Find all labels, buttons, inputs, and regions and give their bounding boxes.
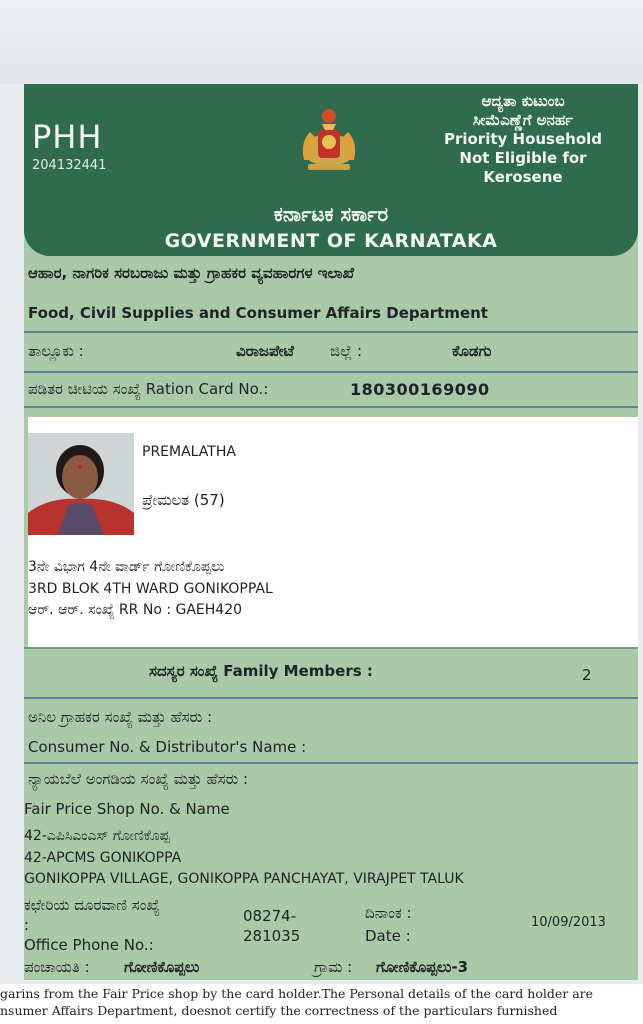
village-label: ಗ್ರಾಮ : [314, 958, 353, 976]
card-serial: 204132441 [32, 158, 107, 173]
family-members-count: 2 [582, 666, 592, 684]
village-value: ಗೋಣಿಕೊಪ್ಪಲು-3 [376, 958, 469, 976]
department-kn: ಆಹಾರ, ನಾಗರಿಕ ಸರಬರಾಜು ಮತ್ತು ಗ್ರಾಹಕರ ವ್ಯವಹಾರಗಳ ಇಲಾಖೆ [28, 264, 355, 282]
shop-label-kn: ನ್ಯಾಯಬೆಲೆ ಅಂಗಡಿಯ ಸಂಖ್ಯೆ ಮತ್ತು ಹೆಸರು : [28, 770, 249, 788]
priority-household-block [428, 92, 618, 187]
priority-line-en-3: Kerosene [483, 168, 563, 186]
card-header [24, 84, 638, 256]
district-label: ಜಿಲ್ಲೆ : [330, 342, 363, 360]
disclaimer-line-1: garins from the Fair Price shop by the card holder.The Personal details of the card holder are [0, 986, 594, 1001]
office-phone-label-en: Office Phone No.: [24, 936, 154, 954]
priority-line-en-2: Not Eligible for [459, 149, 587, 167]
government-title-kn: ಕರ್ನಾಟಕ ಸರ್ಕಾರ [273, 202, 389, 226]
divider [24, 331, 638, 333]
ration-card-label: ಪಡಿತರ ಚೀಟಿಯ ಸಂಖ್ಯೆ Ration Card No.: [28, 380, 269, 398]
holder-photo [28, 433, 134, 535]
divider [24, 371, 638, 373]
panchayat-value: ಗೋಣಿಕೊಪ್ಪಲು [124, 958, 200, 976]
paper-top [0, 0, 643, 84]
holder-address-en: 3RD BLOK 4TH WARD GONIKOPPAL [28, 581, 273, 597]
taluk-label: ತಾಲ್ಲೂಕು : [28, 342, 84, 360]
shop-address: GONIKOPPA VILLAGE, GONIKOPPA PANCHAYAT, VIRAJPET TALUK [24, 871, 464, 887]
shop-name-kn: 42-ಎಪಿಸಿಎಂಎಸ್ ಗೋಣಿಕೊಪ್ಪ [24, 828, 170, 844]
disclaimer-line-2: nsumer Affairs Department, doesnot certify the correctness of the particulars furnished [0, 1003, 558, 1018]
karnataka-emblem-icon [296, 102, 362, 176]
consumer-label-kn: ಅನಿಲ ಗ್ರಾಹಕರ ಸಂಖ್ಯೆ ಮತ್ತು ಹೆಸರು : [28, 708, 213, 726]
footer-disclaimer [0, 984, 643, 1024]
shop-label-en: Fair Price Shop No. & Name [24, 800, 230, 818]
government-title-en: GOVERNMENT OF KARNATAKA [164, 230, 498, 252]
date-label-en: Date : [365, 927, 411, 945]
category-code: PHH [32, 118, 103, 156]
divider [24, 697, 638, 699]
panchayat-label: ಪಂಚಾಯತಿ : [24, 958, 90, 976]
office-phone-label-kn: ಕಛೇರಿಯ ದೂರವಾಣಿ ಸಂಖ್ಯೆ [24, 896, 160, 914]
consumer-label-en: Consumer No. & Distributor's Name : [28, 738, 307, 756]
priority-line-en-1: Priority Household [443, 130, 603, 148]
date-label-kn: ದಿನಾಂಕ : [365, 904, 412, 922]
shop-name-en: 42-APCMS GONIKOPPA [24, 850, 182, 866]
priority-line-kn-1: ಆದ್ಯತಾ ಕುಟುಂಬ [481, 92, 565, 110]
office-phone-line-2: 281035 [243, 927, 301, 945]
person-photo-icon [28, 433, 134, 535]
taluk-value: ವಿರಾಜಪೇಟೆ [236, 342, 294, 360]
office-phone-colon: : [24, 916, 30, 934]
department-en: Food, Civil Supplies and Consumer Affairs Department [28, 304, 488, 322]
office-phone-line-1: 08274- [243, 907, 297, 925]
divider [24, 406, 638, 408]
holder-name-en: PREMALATHA [142, 444, 236, 460]
district-value: ಕೊಡಗು [452, 342, 492, 360]
ration-card [24, 84, 638, 980]
ration-card-number: 180300169090 [350, 380, 490, 399]
rr-number: ಆರ್. ಆರ್. ಸಂಖ್ಯೆ RR No : GAEH420 [28, 602, 243, 618]
holder-name-kn-age: ಪ್ರೇಮಲತ (57) [142, 491, 225, 509]
divider [24, 647, 638, 649]
priority-line-kn-2: ಸೀಮೆಎಣ್ಣೆಗೆ ಅನರ್ಹ [472, 111, 574, 129]
holder-address-kn: 3ನೇ ವಿಭಾಗ 4ನೇ ವಾರ್ಡ್ ಗೋಣಿಕೊಪ್ಪಲು [28, 559, 225, 575]
family-members-label: ಸದಸ್ಯರ ಸಂಖ್ಯೆ Family Members : [149, 662, 373, 680]
date-value: 10/09/2013 [531, 915, 606, 930]
divider [24, 762, 638, 764]
